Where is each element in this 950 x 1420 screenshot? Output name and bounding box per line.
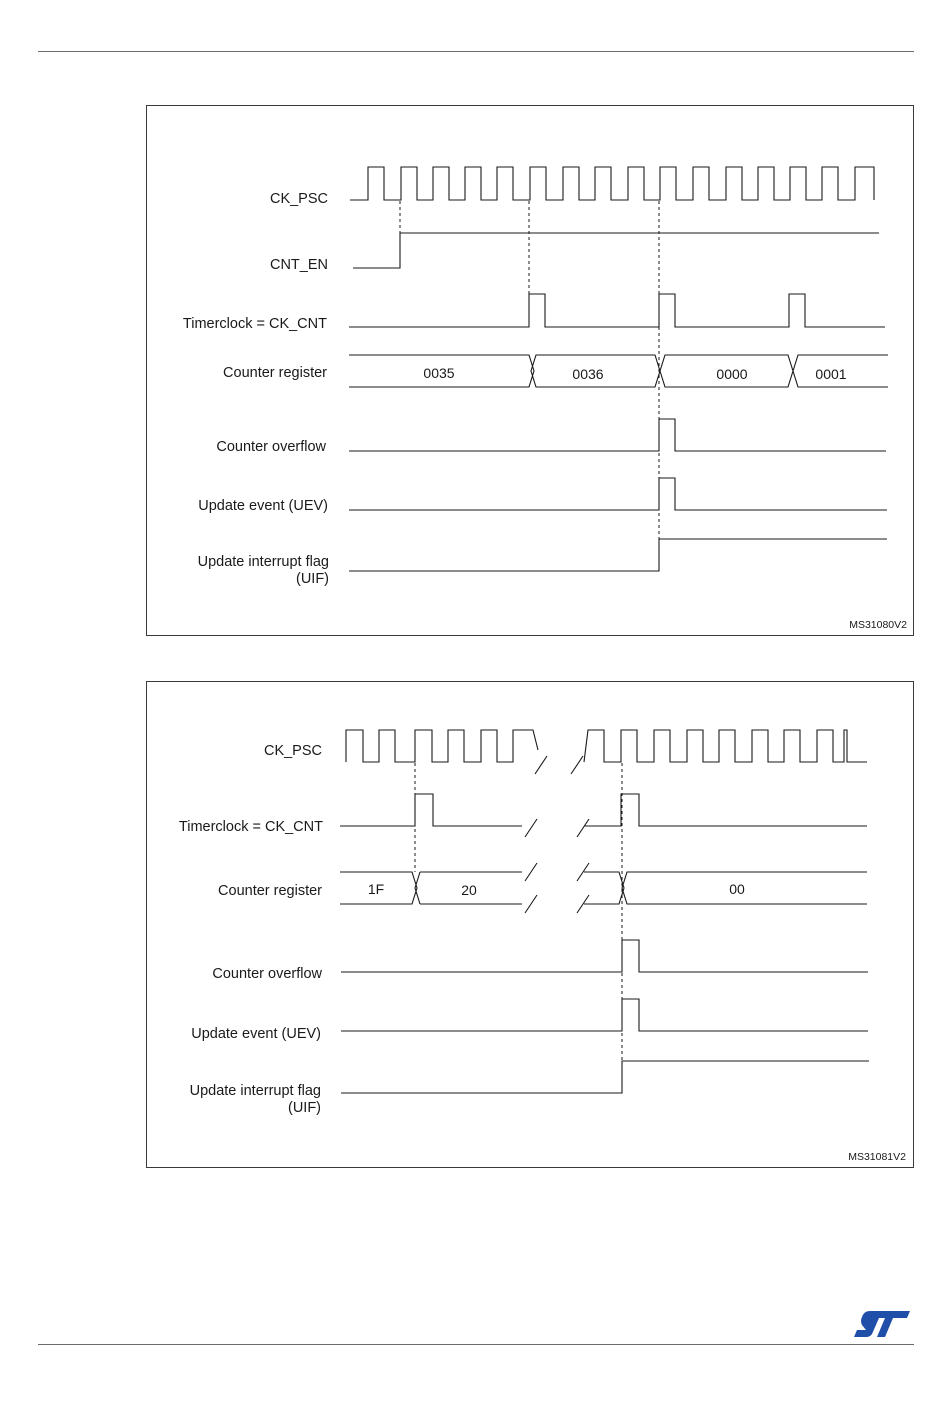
counter-value-0: 1F <box>367 881 385 897</box>
label-counter-register: Counter register <box>223 365 327 381</box>
label-uif-line1: Update interrupt flag <box>197 554 329 570</box>
label-uif-line2: (UIF) <box>295 571 329 587</box>
waveform-ck-psc-right <box>584 730 867 762</box>
label-timerclock: Timerclock = CK_CNT <box>178 819 323 835</box>
label-ck-psc: CK_PSC <box>263 743 322 759</box>
label-uev: Update event (UEV) <box>191 1026 321 1042</box>
waveform-counter-overflow <box>349 419 886 451</box>
break-mark <box>577 819 589 837</box>
footer-rule <box>38 1344 914 1345</box>
label-ck-psc: CK_PSC <box>269 191 328 207</box>
label-counter-register: Counter register <box>218 883 322 899</box>
counter-value-3: 0001 <box>815 366 847 382</box>
waveform-ck-psc-left <box>346 730 538 762</box>
label-uif-line2: (UIF) <box>287 1100 321 1116</box>
header-rule <box>38 51 914 52</box>
label-uif-line1: Update interrupt flag <box>189 1083 321 1099</box>
waveform-uev <box>349 478 887 510</box>
waveform-uif <box>341 1061 869 1093</box>
label-uev: Update event (UEV) <box>198 498 328 514</box>
st-logo <box>852 1308 912 1340</box>
label-cnt-en: CNT_EN <box>269 257 328 273</box>
counter-value-1: 0036 <box>572 366 604 382</box>
break-mark <box>535 756 547 774</box>
label-counter-overflow: Counter overflow <box>212 966 322 982</box>
figure-ref-1: MS31080V2 <box>849 619 907 631</box>
waveform-ck-psc <box>350 167 874 200</box>
timing-diagram-1-svg <box>147 106 915 637</box>
waveform-timerclock <box>340 794 867 826</box>
break-mark <box>525 895 537 913</box>
break-mark <box>525 819 537 837</box>
waveform-uif <box>349 539 887 571</box>
timing-diagram-2 <box>146 681 914 1168</box>
waveform-counter-overflow <box>341 940 868 972</box>
figure-ref-2: MS31081V2 <box>848 1151 906 1163</box>
break-mark <box>525 863 537 881</box>
waveform-cnt-en <box>353 233 879 268</box>
waveform-counter-register <box>340 872 867 904</box>
label-timerclock: Timerclock = CK_CNT <box>182 316 327 332</box>
timing-diagram-2-svg <box>147 682 915 1169</box>
counter-value-0: 0035 <box>423 365 455 381</box>
label-counter-overflow: Counter overflow <box>216 439 326 455</box>
timing-diagram-1 <box>146 105 914 636</box>
break-mark <box>571 756 583 774</box>
counter-value-1: 20 <box>461 882 477 898</box>
counter-value-2: 00 <box>729 881 745 897</box>
waveform-uev <box>341 999 868 1031</box>
counter-value-2: 0000 <box>716 366 748 382</box>
waveform-timerclock <box>349 294 885 327</box>
